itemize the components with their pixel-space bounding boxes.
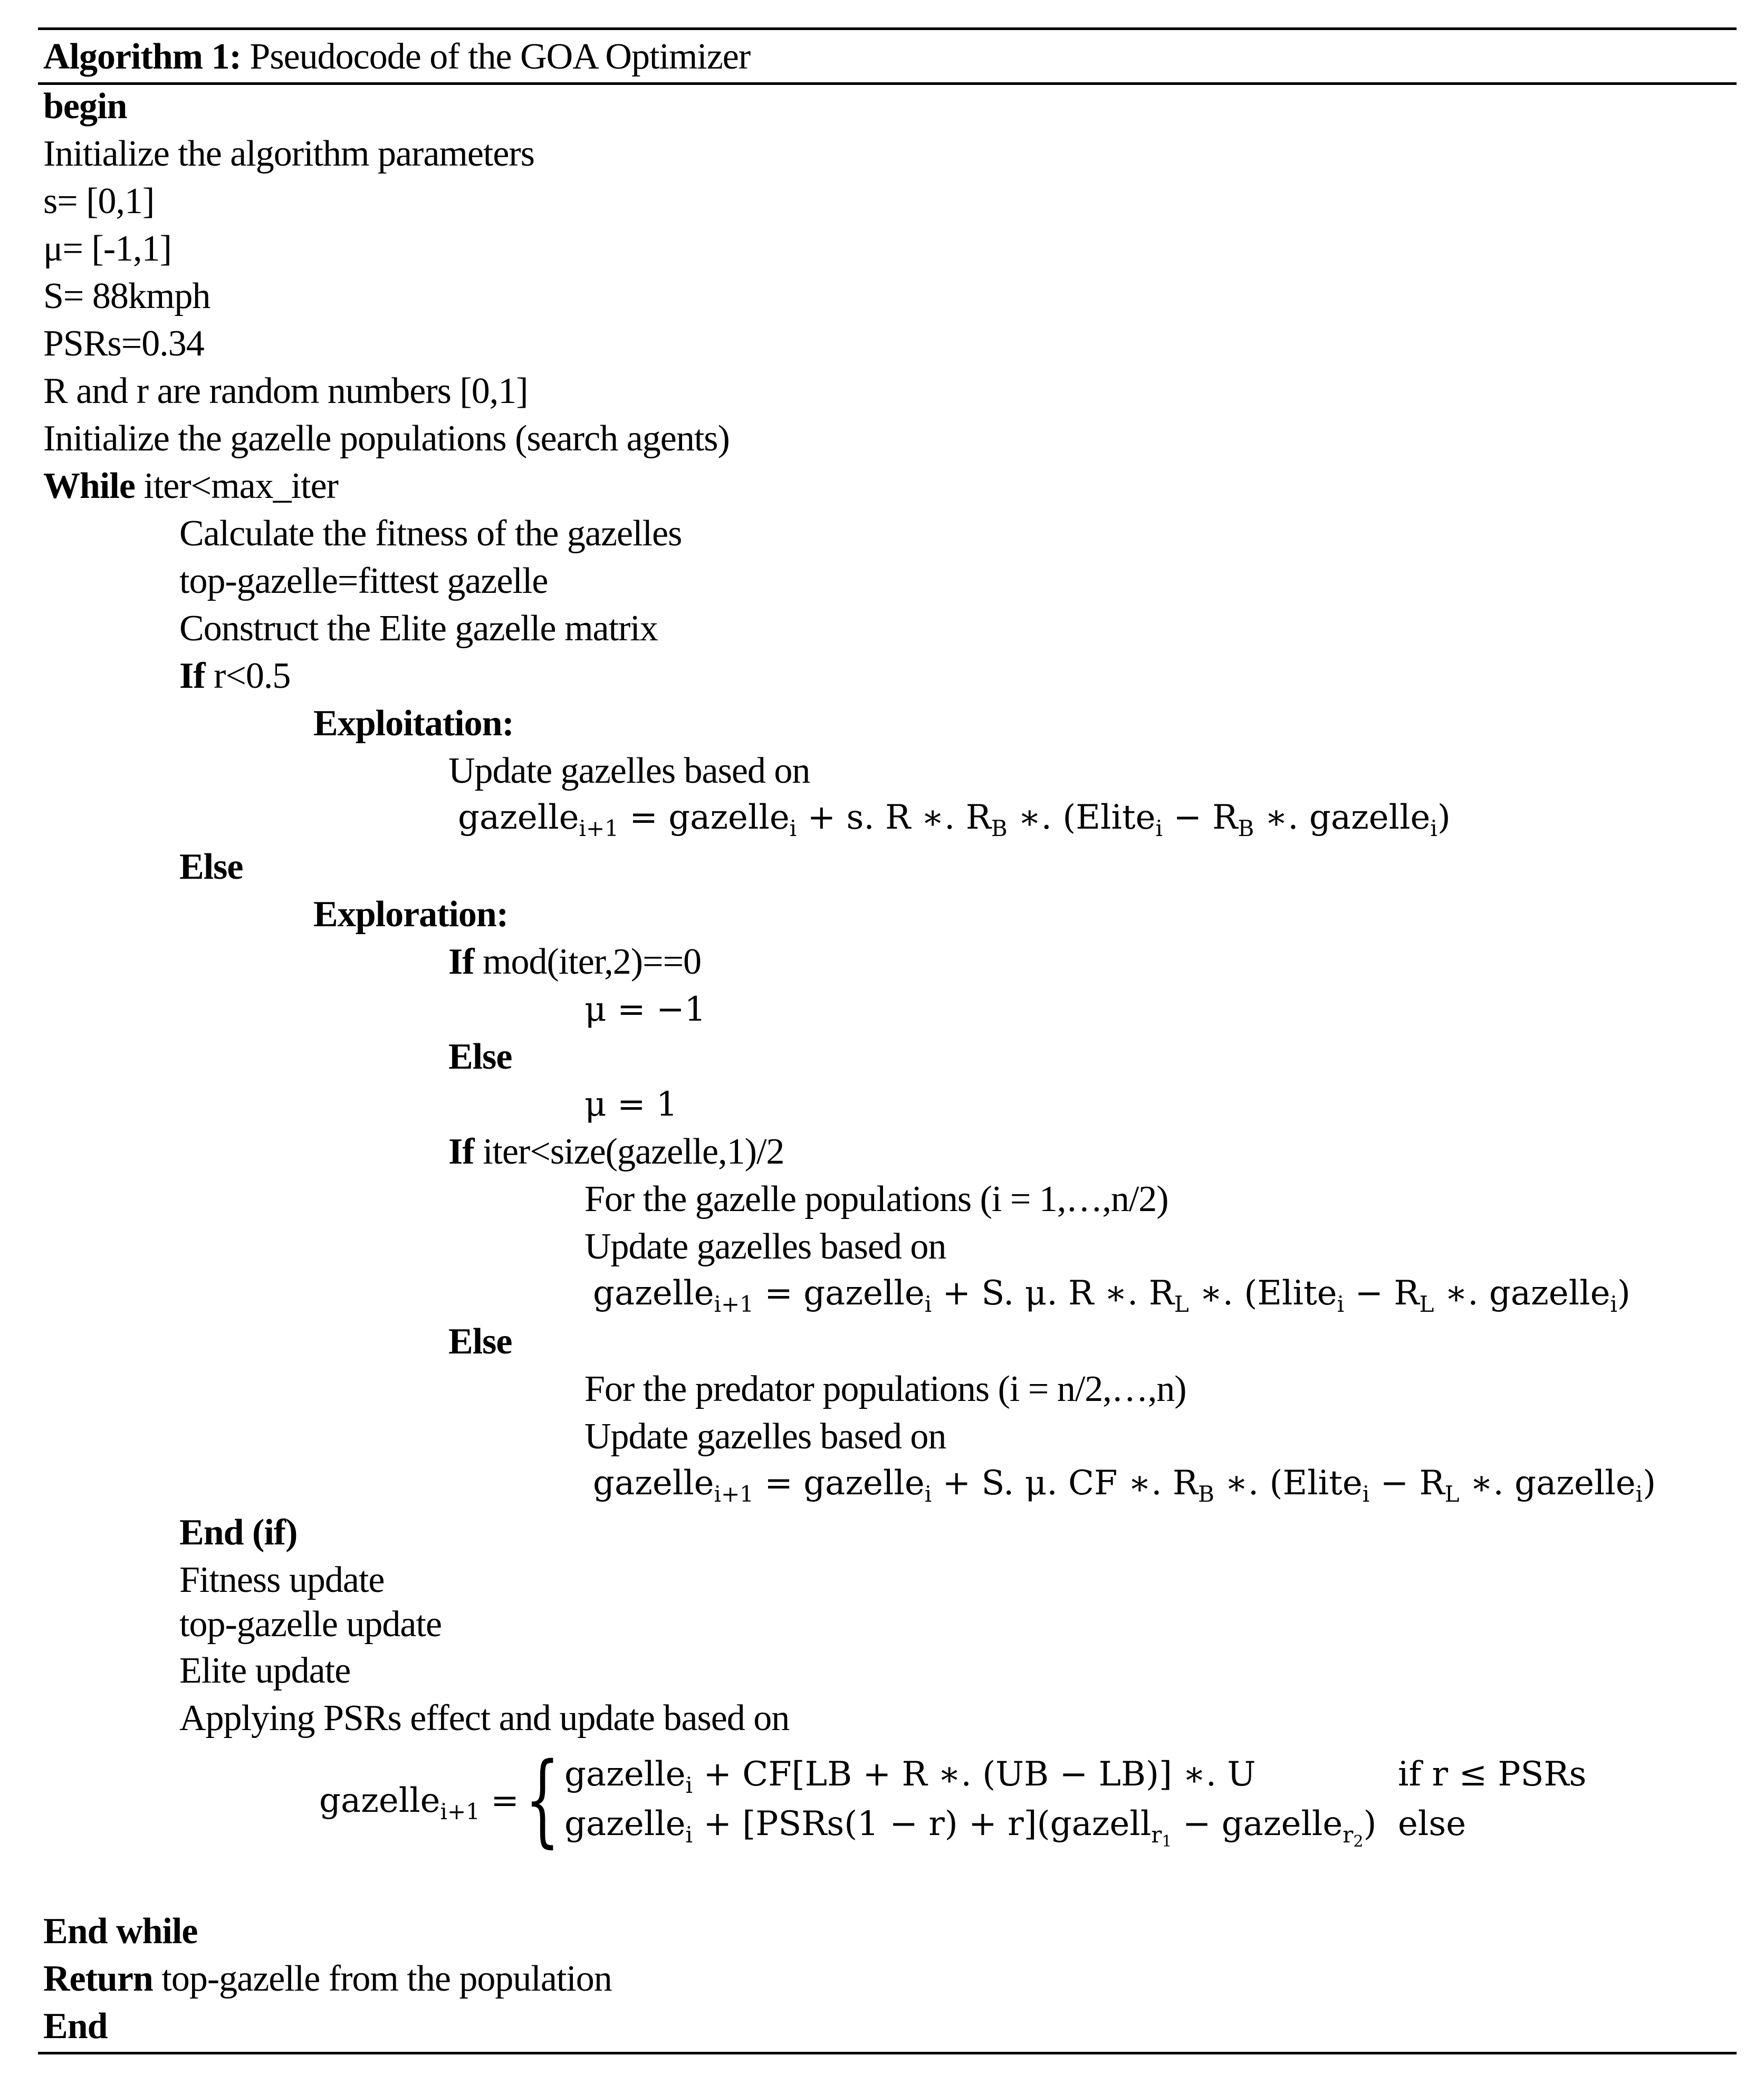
- gazelle-update-text: Update gazelles based on: [584, 1226, 946, 1267]
- psrs-case-2: gazelle$_i$ + [PSRs(1 − r) + r](gazell$_{r_1}$ − gazelle$_{r_2}$) else: [564, 1803, 1376, 1845]
- top-rule: [38, 27, 1737, 30]
- if-mod-condition: mod(iter,2)==0: [474, 942, 702, 982]
- while-line: [43, 465, 338, 507]
- if-r-line: [179, 655, 290, 697]
- end-while-keyword: End while: [43, 1911, 198, 1952]
- if-keyword: If: [179, 656, 205, 696]
- applying-psrs-line: Applying PSRs effect and update based on: [179, 1698, 790, 1739]
- else-keyword: Else: [179, 847, 243, 887]
- exploration-label: Exploration:: [313, 894, 509, 935]
- if-size-condition: iter<size(gazelle,1)/2: [474, 1131, 784, 1172]
- if-keyword: If: [448, 1131, 474, 1172]
- begin-keyword: begin: [43, 86, 127, 127]
- init-params-line: Initialize the algorithm parameters: [43, 133, 534, 174]
- else-keyword: Else: [448, 1036, 512, 1077]
- if-size-line: [448, 1131, 784, 1173]
- end-if-keyword: End (if): [179, 1512, 298, 1553]
- else-keyword: Else: [448, 1321, 512, 1362]
- return-text: top-gazelle from the population: [152, 1958, 612, 1999]
- psrs-case-1: gazelle$_i$ + CF[LB + R ∗. (UB − LB)] ∗. U if r ≤ PSRs: [564, 1753, 1255, 1795]
- exploitation-update-text: Update gazelles based on: [448, 751, 810, 791]
- while-keyword: While: [43, 466, 135, 506]
- return-keyword: Return: [43, 1958, 153, 1999]
- param-s-line: s= [0,1]: [43, 181, 155, 222]
- psrs-equation-lhs: gazelle$_{i+1}$ =: [319, 1781, 519, 1824]
- exploitation-label: Exploitation:: [313, 703, 514, 744]
- construct-elite-line: Construct the Elite gazelle matrix: [179, 608, 658, 649]
- init-population-line: Initialize the gazelle populations (search agents): [43, 418, 730, 459]
- for-gazelle-line: For the gazelle populations (i = 1,…,n/2): [584, 1179, 1168, 1219]
- bottom-rule: [38, 2052, 1737, 2054]
- mu-positive-line: μ = 1: [584, 1085, 678, 1124]
- algorithm-title: Pseudocode of the GOA Optimizer: [250, 36, 751, 77]
- param-speed-line: S= 88kmph: [43, 276, 210, 316]
- if-keyword: If: [448, 942, 474, 982]
- psrs-case-2-condition: else: [1398, 1804, 1466, 1843]
- psrs-case-1-condition: if r ≤ PSRs: [1398, 1755, 1587, 1794]
- param-psrs-line: PSRs=0.34: [43, 323, 204, 364]
- return-line: [43, 1958, 612, 2000]
- header-rule: [38, 82, 1737, 85]
- param-mu-line: μ= [-1,1]: [43, 228, 171, 269]
- algorithm-label: Algorithm 1:: [43, 36, 241, 77]
- left-brace-icon: {: [525, 1741, 560, 1858]
- predator-update-text: Update gazelles based on: [584, 1416, 946, 1457]
- calc-fitness-line: Calculate the fitness of the gazelles: [179, 513, 682, 554]
- top-gazelle-update-line: top-gazelle update: [179, 1604, 442, 1645]
- end-keyword: End: [43, 2006, 108, 2047]
- algorithm-caption: [43, 36, 750, 78]
- predator-equation: gazelle$_{i+1}$ = gazelle$_i$ + S. μ. CF ∗. $R_B$ ∗. (Elite$_i$ − $R_L$ ∗. gazelle$_i$): [593, 1464, 1656, 1507]
- gazelle-equation: gazelle$_{i+1}$ = gazelle$_i$ + S. μ. R ∗. $R_L$ ∗. (Elite$_i$ − $R_L$ ∗. gazelle$_i$): [593, 1274, 1631, 1317]
- if-mod-line: [448, 941, 701, 983]
- mu-negative-line: μ = −1: [584, 990, 706, 1029]
- while-condition: iter<max_iter: [135, 466, 338, 506]
- fitness-update-line: Fitness update: [179, 1560, 385, 1600]
- if-condition: r<0.5: [205, 656, 291, 696]
- random-numbers-line: R and r are random numbers [0,1]: [43, 371, 528, 411]
- for-predator-line: For the predator populations (i = n/2,…,n): [584, 1369, 1186, 1409]
- top-gazelle-line: top-gazelle=fittest gazelle: [179, 561, 548, 601]
- exploitation-equation: gazelle$_{i+1}$ = gazelle$_i$ + s. R ∗. $R_B$ ∗. (Elite$_i$ − $R_B$ ∗. gazelle$_i$): [458, 798, 1451, 841]
- elite-update-line: Elite update: [179, 1650, 351, 1691]
